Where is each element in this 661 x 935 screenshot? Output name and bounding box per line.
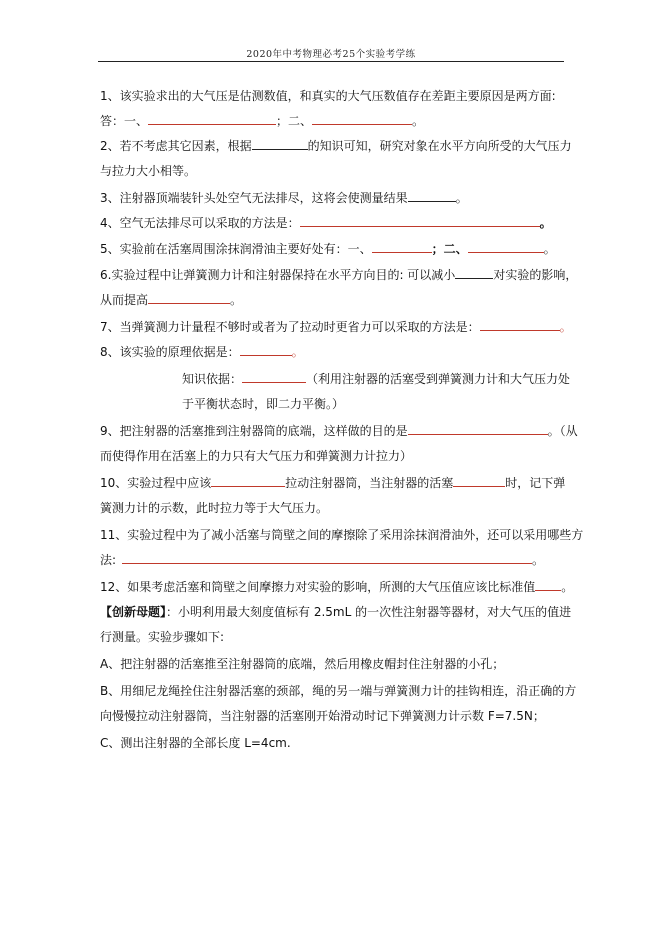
step-c: C、测出注射器的全部长度 L=4cm. [100, 736, 291, 750]
q8-basis-line-1 [182, 371, 570, 387]
q11-blank[interactable] [122, 552, 532, 564]
step-b-line-1: B、用细尼龙绳拴住注射器活塞的颈部，绳的另一端与弹簧测力计的挂钩相连，沿正确的方 [100, 684, 577, 698]
q9-blank[interactable] [408, 423, 548, 435]
q6-blank-2[interactable] [148, 292, 230, 304]
q12-text: 12、如果考虑活塞和筒壁之间摩擦力对实验的影响，所测的大气压值应该比标准值 [100, 580, 536, 594]
q10-text-a: 10、实验过程中应该 [100, 476, 212, 490]
q8-end: 。 [291, 345, 304, 359]
q9-text-b: 。（从 [547, 424, 578, 438]
q1-answer-prefix: 答：一、 [100, 114, 149, 128]
q4-end: 。 [539, 216, 552, 230]
q4-blank[interactable] [300, 215, 540, 227]
header-rule [98, 61, 564, 62]
q8-blank[interactable] [240, 344, 292, 356]
q12-line [100, 579, 573, 595]
q11-end: 。 [532, 553, 545, 567]
q2-text-a: 2、若不考虑其它因素，根据 [100, 139, 252, 153]
q8-basis-text: （利用注射器的活塞受到弹簧测力计和大气压力处 [306, 372, 571, 386]
q6-text-a: 6.实验过程中让弹簧测力计和注射器保持在水平方向目的: 可以减小 [100, 268, 456, 282]
q5-line [100, 241, 556, 257]
q1-blank-2[interactable] [312, 113, 412, 125]
q6-line-2 [100, 292, 242, 308]
q11-text-b: 法: [100, 553, 117, 567]
q7-end: 。 [559, 320, 572, 334]
q6-text-b: 对实验的影响， [493, 268, 578, 282]
q2-blank[interactable] [252, 138, 308, 150]
q10-blank-2[interactable] [453, 475, 505, 487]
q6-line-1 [100, 267, 577, 283]
q1-separator: ；二、 [276, 114, 313, 128]
q1-end: 。 [412, 114, 425, 128]
q5-end: 。 [543, 242, 556, 256]
q11-line-2 [100, 552, 544, 568]
q9-line-1 [100, 423, 578, 439]
q6-end: 。 [230, 293, 243, 307]
q8-line [100, 344, 304, 360]
step-b-line-2: 向慢慢拉动注射器筒，当注射器的活塞刚开始滑动时记下弹簧测力计示数 F=7.5N； [100, 709, 545, 723]
q4-line [100, 215, 552, 231]
q7-blank[interactable] [480, 319, 560, 331]
q10-line-2: 簧测力计的示数，此时拉力等于大气压力。 [100, 501, 329, 515]
q8-basis-blank[interactable] [242, 371, 306, 383]
innovation-line-2: 行测量。实验步骤如下: [100, 630, 225, 644]
q3-blank[interactable] [408, 190, 456, 202]
step-a: A、把注射器的活塞推至注射器筒的底端，然后用橡皮帽封住注射器的小孔； [100, 657, 505, 671]
q6-blank-1[interactable] [455, 267, 493, 279]
q8-basis-label: 知识依据： [182, 372, 243, 386]
q3-end: 。 [455, 191, 468, 205]
innovation-tag: 【创新母题】 [100, 605, 167, 619]
q10-text-c: 时，记下弹 [505, 476, 566, 490]
q9-text-a: 9、把注射器的活塞推到注射器筒的底端，这样做的目的是 [100, 424, 408, 438]
q1-blank-1[interactable] [148, 113, 276, 125]
innovation-line-1 [100, 604, 571, 620]
q6-text-c: 从而提高 [100, 293, 149, 307]
q5-blank-1[interactable] [372, 241, 432, 253]
q11-line-1: 11、实验过程中为了减小活塞与筒壁之间的摩擦除了采用涂抹润滑油外，还可以采用哪些方 [100, 528, 584, 542]
q10-line-1 [100, 475, 565, 491]
q2-text-b: 的知识可知，研究对象在水平方向所受的大气压力 [307, 139, 572, 153]
page-header: 2020年中考物理必考25个实验考学练 [246, 49, 416, 60]
q7-line [100, 319, 572, 335]
q5-blank-2[interactable] [468, 241, 544, 253]
q2-line-2: 与拉力大小相等。 [100, 164, 197, 178]
q10-blank-1[interactable] [211, 475, 285, 487]
q5-separator: ；二、 [431, 242, 468, 256]
q1-answer-line [100, 113, 424, 129]
q12-end: 。 [561, 580, 574, 594]
q8-basis-line-2: 于平衡状态时，即二力平衡。） [182, 397, 345, 411]
q3-line [100, 190, 468, 206]
q12-blank[interactable] [535, 579, 561, 591]
q1-question: 1、该实验求出的大气压是估测数值，和真实的大气压数值存在差距主要原因是两方面: [100, 89, 556, 103]
q10-text-b: 拉动注射器筒，当注射器的活塞 [285, 476, 454, 490]
q2-line-1 [100, 138, 572, 154]
innovation-text-a: ：小明利用最大刻度值标有 2.5mL 的一次性注射器等器材，对大气压的值进 [166, 605, 572, 619]
q9-line-2: 而使得作用在活塞上的力只有大气压力和弹簧测力计拉力） [100, 449, 413, 463]
q7-text: 7、当弹簧测力计量程不够时或者为了拉动时更省力可以采取的方法是： [100, 320, 480, 334]
q4-text: 4、空气无法排尽可以采取的方法是： [100, 216, 300, 230]
q5-text: 5、实验前在活塞周围涂抹润滑油主要好处有：一、 [100, 242, 372, 256]
q3-text: 3、注射器顶端装针头处空气无法排尽，这将会使测量结果 [100, 191, 408, 205]
q8-text: 8、该实验的原理依据是： [100, 345, 240, 359]
